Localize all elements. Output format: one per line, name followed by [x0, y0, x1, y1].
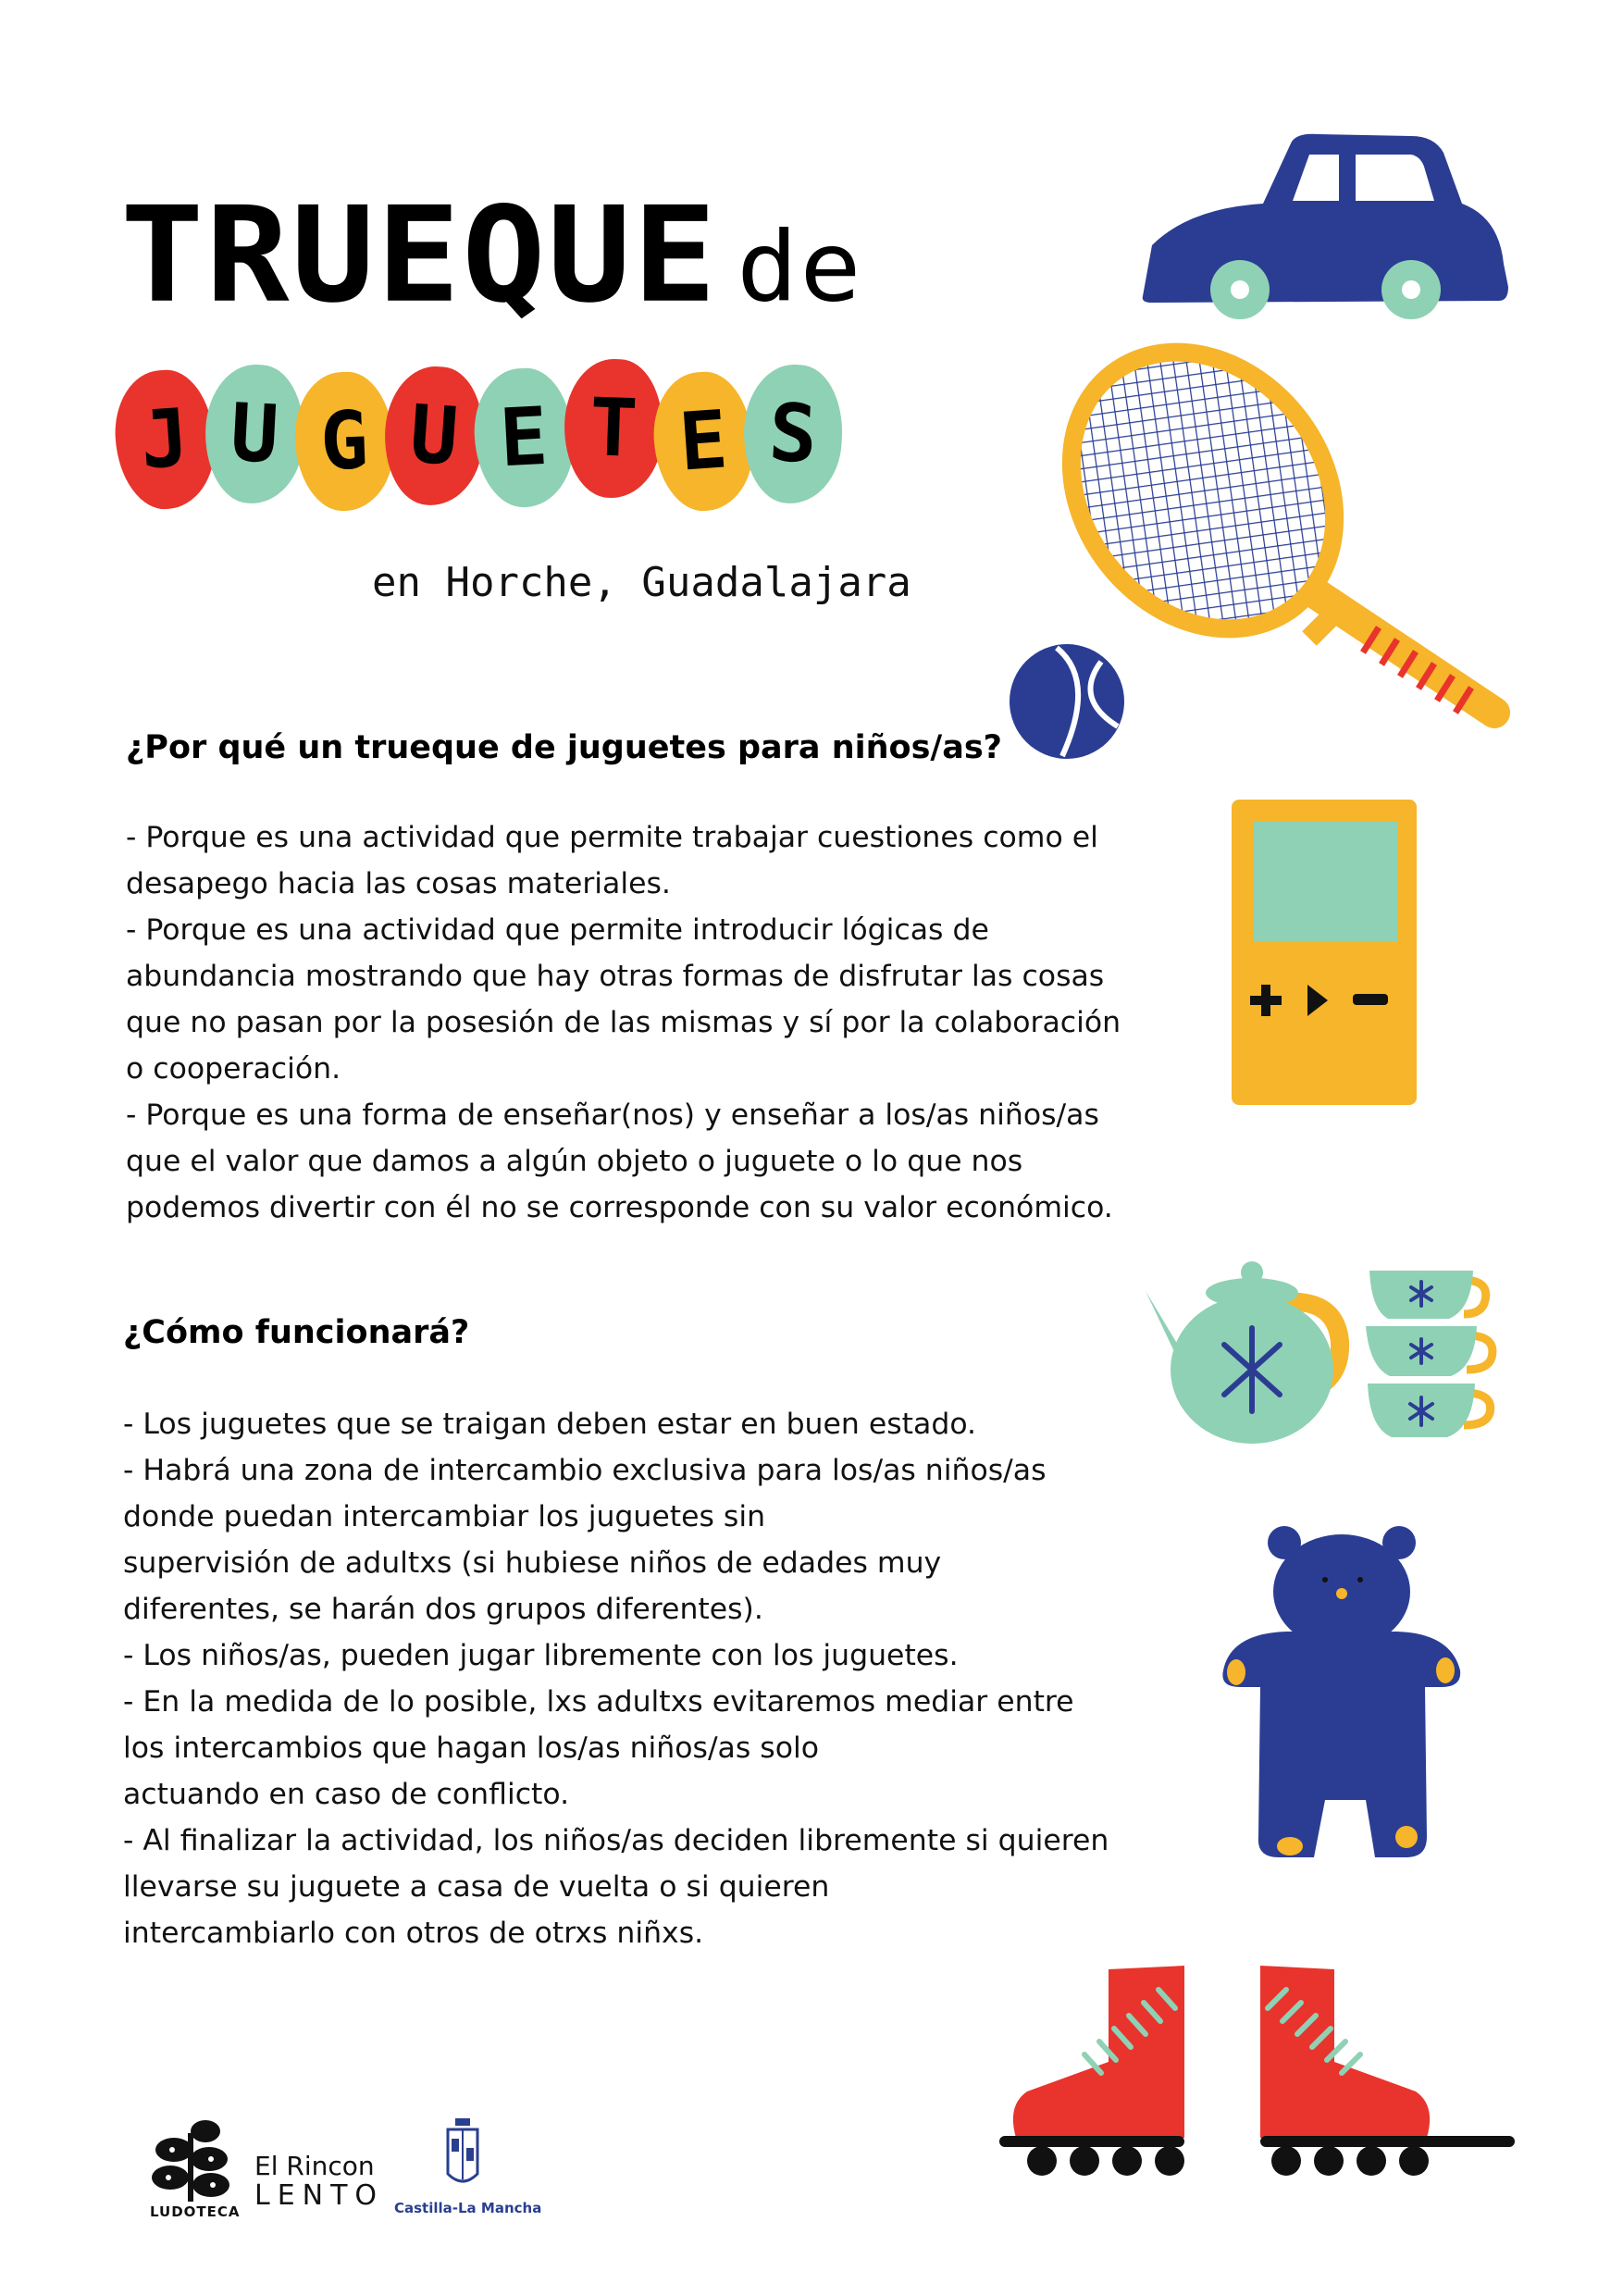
body-line: llevarse su juguete a casa de vuelta o si quieren: [123, 1870, 830, 1904]
body-line: - Porque es una forma de enseñar(nos) y enseñar a los/as niños/as: [126, 1098, 1099, 1132]
body-line: - Habrá una zona de intercambio exclusiva para los/as niños/as: [123, 1454, 1047, 1487]
body-line: actuando en caso de conflicto.: [123, 1778, 570, 1811]
section1-body: [126, 814, 1121, 1231]
title-letter-blob: E: [471, 366, 576, 509]
body-line: - Los juguetes que se traigan deben estar en buen estado.: [123, 1408, 977, 1441]
title-letter-blob: T: [562, 357, 664, 500]
body-line: los intercambios que hagan los/as niños/as solo: [123, 1731, 819, 1765]
title-de: de: [737, 210, 863, 324]
title-trueque: TRUEQUE: [120, 179, 719, 332]
title-line1: [120, 179, 863, 332]
body-line: que el valor que damos a algún objeto o juguete o lo que nos: [126, 1145, 1023, 1178]
ludoteca-plant-icon: [148, 2115, 233, 2203]
body-line: diferentes, se harán dos grupos diferentes).: [123, 1593, 763, 1626]
section2-heading: ¿Cómo funcionará?: [123, 1314, 470, 1351]
section1-heading: ¿Por qué un trueque de juguetes para niños/as?: [126, 729, 1002, 766]
castilla-la-mancha-logo: [394, 2115, 542, 2226]
rincon-line1: El Rincon: [254, 2151, 375, 2181]
body-line: donde puedan intercambiar los juguetes sin: [123, 1500, 766, 1533]
clm-shield-icon: [398, 2115, 527, 2198]
roller-skates-icon: [999, 1962, 1518, 2184]
title-letter-blob: E: [650, 368, 757, 514]
clm-label: Castilla-La Mancha: [394, 2200, 542, 2216]
body-line: abundancia mostrando que hay otras formas de disfrutar las cosas: [126, 960, 1105, 993]
body-line: podemos divertir con él no se corresponde con su valor económico.: [126, 1191, 1113, 1224]
body-line: desapego hacia las cosas materiales.: [126, 867, 671, 900]
ludoteca-label: LUDOTECA: [150, 2203, 241, 2220]
title-letter-blob: S: [740, 362, 846, 505]
body-line: supervisión de adultxs (si hubiese niños de edades muy: [123, 1546, 942, 1580]
teapot-icon: [1136, 1254, 1363, 1448]
title-letter-blob: U: [380, 363, 488, 508]
el-rincon-lento-logo: [254, 2152, 384, 2211]
section2-body: [123, 1401, 1109, 1956]
rincon-line2: LENTO: [254, 2179, 385, 2212]
body-line: intercambiarlo con otros de otrxs niñxs.: [123, 1917, 704, 1950]
tennis-ball-icon: [1009, 643, 1129, 763]
subtitle-location: en Horche, Guadalajara: [372, 559, 911, 606]
handheld-game-icon: [1228, 796, 1422, 1111]
ludoteca-logo: [148, 2115, 241, 2226]
body-line: - En la medida de lo posible, lxs adultxs evitaremos mediar entre: [123, 1685, 1074, 1719]
title-letter-blob: G: [292, 370, 395, 513]
body-line: - Al finalizar la actividad, los niños/as deciden libremente si quieren: [123, 1824, 1109, 1857]
body-line: que no pasan por la posesión de las mismas y sí por la colaboración: [126, 1006, 1121, 1039]
car-icon: [1134, 125, 1513, 324]
title-letter-blob: J: [111, 366, 218, 512]
body-line: - Porque es una actividad que permite introducir lógicas de: [126, 913, 989, 947]
body-line: - Los niños/as, pueden jugar libremente con los juguetes.: [123, 1639, 959, 1672]
body-line: o cooperación.: [126, 1052, 341, 1086]
teacups-icon: [1360, 1263, 1518, 1448]
title-letter-blob: U: [202, 362, 307, 505]
body-line: - Porque es una actividad que permite trabajar cuestiones como el: [126, 821, 1098, 854]
logo-bar: [148, 2115, 542, 2226]
teddy-bear-icon: [1212, 1522, 1467, 1865]
title-juguetes: [116, 361, 948, 527]
